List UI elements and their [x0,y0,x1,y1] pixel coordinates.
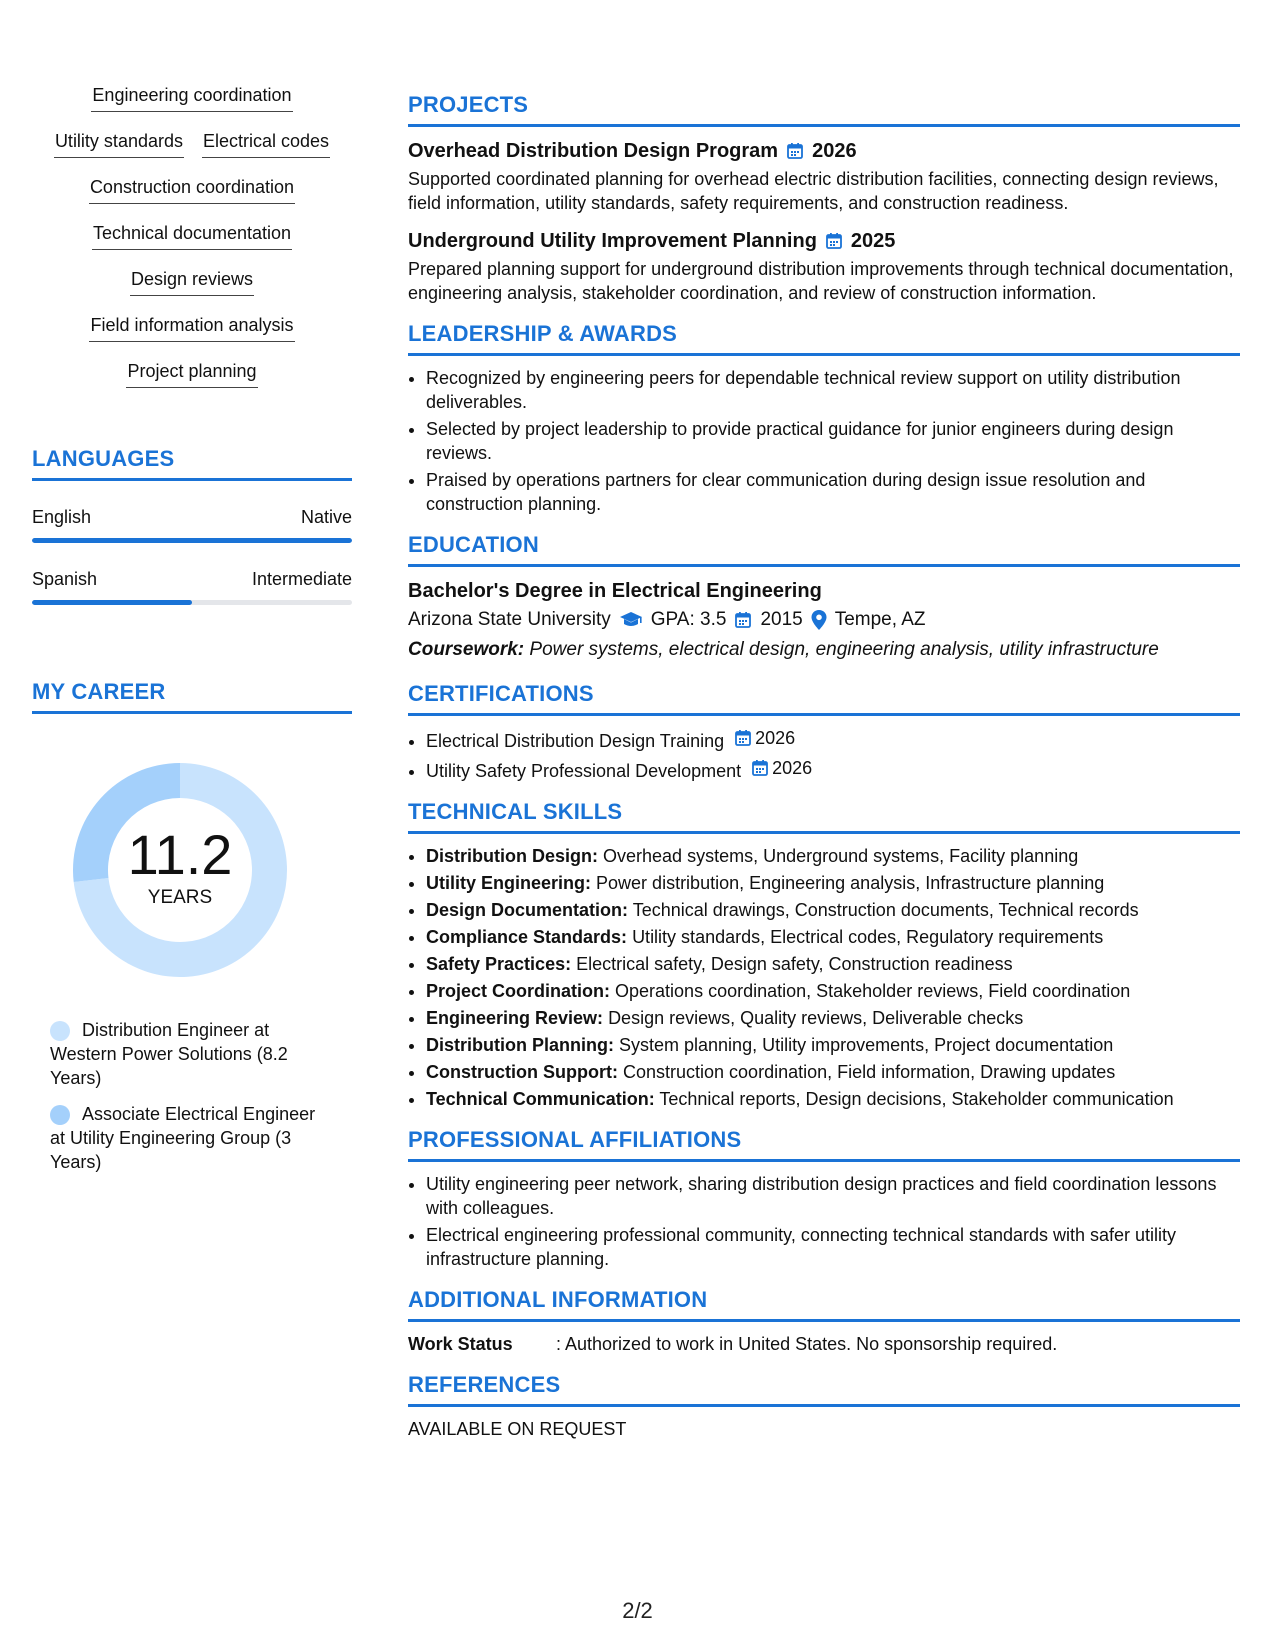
technical-skill-label: Distribution Planning: [426,1035,614,1055]
legend-dot-icon [50,1021,70,1041]
project-description: Prepared planning support for underground distribution improvements through technical documentation, engineering analysis, stakeholder coordination, and review of construction information. [408,259,1234,303]
page-number: 2/2 [622,1598,653,1623]
projects-list [408,137,1240,305]
skill-tag: Technical documentation [92,220,292,250]
technical-skill-label: Engineering Review: [426,1008,604,1028]
technical-skill-value: Power distribution, Engineering analysis, Infrastructure planning [596,873,1105,893]
skill-tag: Utility standards [54,128,184,158]
technical-skill-label: Safety Practices: [426,954,572,974]
technical-skill-value: Construction coordination, Field information, Drawing updates [623,1062,1116,1082]
certification-name: Utility Safety Professional Development [426,761,742,781]
affiliations-list [408,1172,1240,1271]
technical-skill-value: Overhead systems, Underground systems, Facility planning [603,846,1079,866]
affiliations-section [408,1127,1240,1271]
technical-skill-item [426,898,1240,922]
references-title: REFERENCES [408,1372,1240,1407]
project-title-row [408,137,1240,165]
technical-skill-item [426,1060,1240,1084]
certifications-title: CERTIFICATIONS [408,681,1240,716]
skill-tag: Electrical codes [202,128,330,158]
career-legend-label: Distribution Engineer at Western Power Solutions (8.2 Years) [50,1020,288,1088]
leadership-item: • Praised by operations partners for clear communication during design issue resolution and construction planning. [426,468,1240,516]
language-level: Intermediate [251,569,352,589]
leadership-list [408,366,1240,516]
education-section [408,532,1240,665]
work-status-label: Work Status [408,1334,513,1354]
technical-skill-item [426,1006,1240,1030]
career-years-unit: YEARS [147,887,213,908]
project-year: 2026 [812,140,857,162]
technical-skill-label: Design Documentation: [426,900,629,920]
education-school: Arizona State University [408,609,611,630]
language-name: English [32,507,92,527]
languages-section [32,446,352,605]
leadership-title: LEADERSHIP & AWARDS [408,321,1240,356]
technical-skill-value: Technical drawings, Construction documents, Technical records [632,900,1139,920]
career-section [32,679,352,1174]
coursework-label: Coursework: [408,639,525,660]
technical-skill-item [426,844,1240,868]
certification-item [426,726,1240,753]
leadership-item: • Recognized by engineering peers for dependable technical review support on utility distribution deliverables. [426,366,1240,414]
skill-tag: Engineering coordination [91,82,292,112]
technical-skills-section [408,799,1240,1111]
skill-tag: Design reviews [130,266,254,296]
technical-skill-value: Electrical safety, Design safety, Construction readiness [576,954,1013,974]
technical-skill-label: Distribution Design: [426,846,598,866]
right-column [408,92,1240,1457]
skill-tag-row [32,266,352,296]
calendar-icon [786,142,804,160]
certification-item [426,756,1240,783]
skill-tag-row [32,174,352,204]
work-status-value: : Authorized to work in United States. No sponsorship required. [556,1334,1058,1354]
leadership-section [408,321,1240,516]
legend-dot-icon [50,1105,70,1125]
references-text: AVAILABLE ON REQUEST [408,1419,627,1439]
education-title: EDUCATION [408,532,1240,567]
technical-skills-title: TECHNICAL SKILLS [408,799,1240,834]
technical-skill-label: Construction Support: [426,1062,618,1082]
technical-skill-value: Utility standards, Electrical codes, Regulatory requirements [632,927,1104,947]
certification-year: 2026 [755,728,796,748]
affiliation-item: • Electrical engineering professional community, connecting technical standards with safer utility infrastructure planning. [426,1223,1240,1271]
calendar-icon [825,232,843,250]
technical-skills-list [408,844,1240,1111]
education-gpa: GPA: 3.5 [650,609,727,630]
project-name: Overhead Distribution Design Program [408,140,779,162]
skill-tag: Construction coordination [89,174,295,204]
skill-tag: Project planning [126,358,257,388]
calendar-icon [751,759,769,777]
certification-date [734,726,795,750]
language-level: Native [300,507,352,527]
certification-date [751,756,812,780]
skill-tag-row [32,358,352,388]
career-total-years: 11.2 [127,823,233,886]
career-title: MY CAREER [32,679,352,714]
projects-title: PROJECTS [408,92,1240,127]
references-section [408,1372,1240,1441]
technical-skill-label: Compliance Standards: [426,927,628,947]
technical-skill-label: Technical Communication: [426,1089,655,1109]
work-status-row [408,1332,1240,1356]
education-year: 2015 [760,609,803,630]
leadership-item: • Selected by project leadership to provide practical guidance for junior engineers during design reviews. [426,417,1240,465]
education-degree: Bachelor's Degree in Electrical Engineering [408,580,822,602]
technical-skill-label: Utility Engineering: [426,873,592,893]
project-description: Supported coordinated planning for overhead electric distribution facilities, connecting design reviews, field information, utility standards, safety requirements, and construction readiness. [408,169,1219,213]
technical-skill-item [426,952,1240,976]
project-name: Underground Utility Improvement Planning [408,230,817,252]
graduation-cap-icon [619,611,643,629]
languages-title: LANGUAGES [32,446,352,481]
languages-list [32,505,352,605]
technical-skill-item [426,871,1240,895]
projects-section [408,92,1240,305]
language-level-bar [32,538,352,543]
technical-skill-value: Operations coordination, Stakeholder reviews, Field coordination [615,981,1131,1001]
language-row [32,505,352,529]
certification-year: 2026 [772,758,813,778]
language-name: Spanish [32,569,98,589]
career-legend [32,1018,352,1174]
skill-tag-row [32,128,352,158]
technical-skill-item [426,1087,1240,1111]
technical-skill-value: System planning, Utility improvements, Project documentation [619,1035,1114,1055]
skill-tag: Field information analysis [89,312,294,342]
technical-skill-value: Design reviews, Quality reviews, Deliverable checks [608,1008,1024,1028]
additional-info-title: ADDITIONAL INFORMATION [408,1287,1240,1322]
technical-skill-item [426,1033,1240,1057]
career-legend-item [50,1102,330,1174]
technical-skill-item [426,925,1240,949]
career-donut-chart [66,756,294,984]
location-pin-icon [811,610,827,630]
education-location: Tempe, AZ [834,609,926,630]
affiliations-title: PROFESSIONAL AFFILIATIONS [408,1127,1240,1162]
career-legend-label: Associate Electrical Engineer at Utility Engineering Group (3 Years) [50,1104,316,1172]
certifications-section [408,681,1240,783]
project-year: 2025 [850,230,896,252]
technical-skill-label: Project Coordination: [426,981,610,1001]
additional-info-section [408,1287,1240,1356]
technical-skill-value: Technical reports, Design decisions, Stakeholder communication [659,1089,1174,1109]
education-coursework [408,635,1240,665]
skill-tag-row [32,312,352,342]
skills-cloud [32,82,352,388]
language-level-fill [32,538,352,543]
project-title-row [408,227,1240,255]
affiliation-item: • Utility engineering peer network, sharing distribution design practices and field coordination lessons with colleagues. [426,1172,1240,1220]
skill-tag-row [32,220,352,250]
coursework-value: Power systems, electrical design, engineering analysis, utility infrastructure [529,639,1159,660]
skill-tag-row [32,82,352,112]
language-level-fill [32,600,192,605]
education-details [408,605,1240,635]
language-level-bar [32,600,352,605]
certification-name: Electrical Distribution Design Training [426,731,725,751]
language-item [32,505,352,543]
calendar-icon [734,611,752,629]
language-item [32,567,352,605]
calendar-icon [734,729,752,747]
donut-center [66,756,294,984]
language-row [32,567,352,591]
certifications-list [408,726,1240,783]
technical-skill-item [426,979,1240,1003]
left-column [32,82,352,1186]
career-legend-item [50,1018,330,1090]
